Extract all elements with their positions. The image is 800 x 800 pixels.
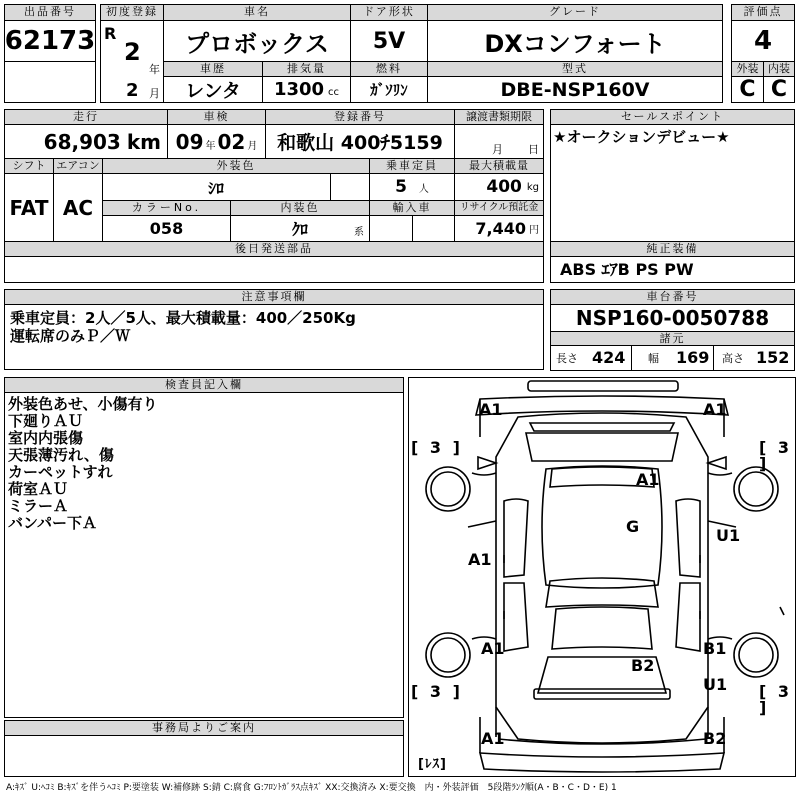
exterior-grade-label: 外装 bbox=[731, 61, 764, 77]
recycle-value: 7,440 bbox=[475, 219, 526, 238]
equipment: ABS ｴｱB PS PW bbox=[560, 260, 694, 279]
import-label: 輸入車 bbox=[369, 200, 455, 216]
lot-number-label: 出品番号 bbox=[4, 4, 96, 21]
code-rear-center: B2 bbox=[631, 656, 655, 675]
transfer-day-unit: 日 bbox=[528, 143, 539, 156]
aircon: AC bbox=[53, 173, 103, 242]
notes-line-2: 運転席のみＰ／Ｗ bbox=[10, 327, 131, 345]
exterior-color: ｼﾛ bbox=[207, 178, 224, 198]
width: 169 bbox=[676, 348, 710, 367]
tread-front-right: [ 3 ] bbox=[759, 438, 793, 473]
inspection-year: 09 bbox=[175, 129, 204, 154]
history-label: 車歴 bbox=[163, 61, 263, 77]
inspection-expiry bbox=[167, 124, 266, 159]
car-name-label: 車名 bbox=[163, 4, 351, 21]
door-type-label: ドア形状 bbox=[350, 4, 428, 21]
mileage bbox=[4, 124, 168, 159]
remark-1: 外装色あせ、小傷有り bbox=[8, 395, 158, 413]
year-unit: 年 bbox=[149, 63, 160, 76]
code-hood: A1 bbox=[636, 470, 660, 489]
model-label: 型式 bbox=[427, 61, 723, 77]
displacement-value: 1300 bbox=[273, 79, 325, 100]
grade-label: グレード bbox=[427, 4, 723, 21]
transfer-month-unit: 月 bbox=[492, 143, 503, 156]
spec-divider-2 bbox=[713, 345, 714, 371]
code-rear-bumper-right: B2 bbox=[703, 729, 727, 748]
interior-grade: C bbox=[763, 76, 795, 103]
code-rear-bumper-left: A1 bbox=[481, 729, 505, 748]
lot-number-blank bbox=[4, 61, 96, 103]
fuel: ｶﾞｿﾘﾝ bbox=[350, 76, 428, 103]
mileage-unit: km bbox=[126, 129, 161, 154]
first-registration-label: 初度登録 bbox=[100, 4, 164, 21]
remark-6: 荷室ＡＵ bbox=[8, 480, 69, 498]
era: R bbox=[104, 24, 117, 43]
remark-5: カーペットすれ bbox=[8, 463, 113, 481]
recycle-label: リサイクル預託金 bbox=[454, 200, 544, 216]
shift-label: シフト bbox=[4, 158, 54, 174]
displacement-label: 排気量 bbox=[262, 61, 351, 77]
displacement bbox=[262, 76, 351, 103]
tread-rear-right: [ 3 ] bbox=[759, 682, 793, 717]
notes-label: 注意事項欄 bbox=[4, 289, 544, 305]
code-rear-left: A1 bbox=[481, 639, 505, 658]
registration-year: 2 bbox=[124, 38, 141, 66]
remark-3: 室内内張傷 bbox=[8, 429, 84, 447]
remark-2: 下廻りＡＵ bbox=[8, 412, 84, 430]
recycle-unit: 円 bbox=[529, 225, 539, 236]
max-load-unit: kg bbox=[526, 181, 539, 193]
chassis-number: NSP160-0050788 bbox=[550, 304, 795, 332]
length-label: 長さ bbox=[556, 352, 578, 365]
fuel-label: 燃料 bbox=[350, 61, 428, 77]
code-right-side: U1 bbox=[716, 526, 741, 545]
mileage-value: 68,903 bbox=[43, 129, 121, 154]
spare-tire: [ﾚｽ] bbox=[418, 757, 447, 772]
model-code: DBE-NSP160V bbox=[427, 76, 723, 103]
door-type: 5V bbox=[350, 20, 428, 62]
mileage-label: 走行 bbox=[4, 109, 168, 125]
history: レンタ bbox=[163, 76, 263, 103]
score-label: 評価点 bbox=[731, 4, 795, 21]
capacity-label: 乗車定員 bbox=[369, 158, 455, 174]
interior-color-unit: 系 bbox=[354, 227, 364, 238]
max-load-label: 最大積載量 bbox=[454, 158, 544, 174]
interior-color: ｸﾛ bbox=[230, 215, 370, 242]
later-parts-label: 後日発送部品 bbox=[4, 241, 544, 257]
car-diagram bbox=[408, 377, 796, 777]
spec-label: 諸元 bbox=[550, 331, 795, 346]
registration-month: 2 bbox=[126, 80, 139, 101]
color-no-label: カラーNo. bbox=[102, 200, 231, 216]
remark-8: バンパー下Ａ bbox=[8, 514, 97, 532]
aircon-label: エアコン bbox=[53, 158, 103, 174]
capacity bbox=[369, 173, 455, 201]
month-unit: 月 bbox=[149, 87, 160, 100]
height: 152 bbox=[756, 348, 790, 367]
score: 4 bbox=[731, 20, 795, 62]
interior-grade-label: 内装 bbox=[763, 61, 795, 77]
code-front-left: A1 bbox=[479, 400, 503, 419]
exterior-color-divider bbox=[330, 173, 331, 201]
grade: DXコンフォート bbox=[427, 20, 723, 62]
code-roof: G bbox=[626, 517, 640, 536]
plate-label: 登録番号 bbox=[265, 109, 455, 125]
max-load-value: 400 bbox=[486, 177, 522, 197]
legend: A:ｷｽﾞ U:ﾍｺﾐ B:ｷｽﾞを伴うﾍｺﾐ P:要塗装 W:補修跡 S:錆 C:腐食 G:ﾌﾛﾝﾄｶﾞﾗｽ点ｷｽﾞ XX:交換済み X:要交換 内・外装評価 5段階ﾗﾝｸ順(A・B・C・D・E) 1 bbox=[6, 783, 617, 793]
length: 424 bbox=[592, 348, 626, 367]
spec-divider-1 bbox=[631, 345, 632, 371]
exterior-grade: C bbox=[731, 76, 764, 103]
width-label: 幅 bbox=[648, 352, 659, 365]
capacity-value: 5 bbox=[395, 177, 407, 197]
code-left-side: A1 bbox=[468, 550, 492, 569]
import-divider bbox=[412, 215, 413, 242]
inspection-month: 02 bbox=[217, 129, 246, 154]
selling-points-label: セールスポイント bbox=[550, 109, 795, 125]
selling-point-text: ★オークションデビュー★ bbox=[553, 128, 730, 146]
shift: FAT bbox=[4, 173, 54, 242]
car-name: プロボックス bbox=[163, 20, 351, 62]
recycle-fee bbox=[454, 215, 544, 242]
inspection-month-unit: 月 bbox=[247, 141, 258, 152]
transfer-doc-label: 譲渡書類期限 bbox=[454, 109, 544, 125]
tread-rear-left: [ 3 ] bbox=[411, 682, 463, 701]
later-parts-box bbox=[4, 256, 544, 283]
inspection-year-unit: 年 bbox=[205, 141, 216, 152]
equipment-label: 純正装備 bbox=[550, 241, 795, 257]
notes-line-1: 乗車定員：2人／5人、最大積載量：400／250Kg bbox=[10, 309, 356, 327]
code-front-right: A1 bbox=[703, 400, 727, 419]
plate-number: 和歌山 400ﾁ5159 bbox=[265, 124, 455, 159]
remark-7: ミラーＡ bbox=[8, 497, 69, 515]
chassis-label: 車台番号 bbox=[550, 289, 795, 305]
code-rear-right: B1 bbox=[703, 639, 727, 658]
displacement-unit: cc bbox=[328, 87, 340, 98]
lot-number: 62173 bbox=[4, 20, 96, 62]
inspector-label: 検査員記入欄 bbox=[4, 377, 404, 393]
interior-color-label: 内装色 bbox=[230, 200, 370, 216]
max-load bbox=[454, 173, 544, 201]
capacity-unit: 人 bbox=[418, 183, 429, 195]
office-label: 事務局よりご案内 bbox=[4, 720, 404, 736]
office-box bbox=[4, 735, 404, 777]
inspection-label: 車検 bbox=[167, 109, 266, 125]
remark-4: 天張薄汚れ、傷 bbox=[8, 446, 114, 464]
color-no: 058 bbox=[102, 215, 231, 242]
exterior-color-label: 外装色 bbox=[102, 158, 370, 174]
tread-front-left: [ 3 ] bbox=[411, 438, 463, 457]
code-rear-right-2: U1 bbox=[703, 675, 728, 694]
height-label: 高さ bbox=[722, 352, 744, 365]
